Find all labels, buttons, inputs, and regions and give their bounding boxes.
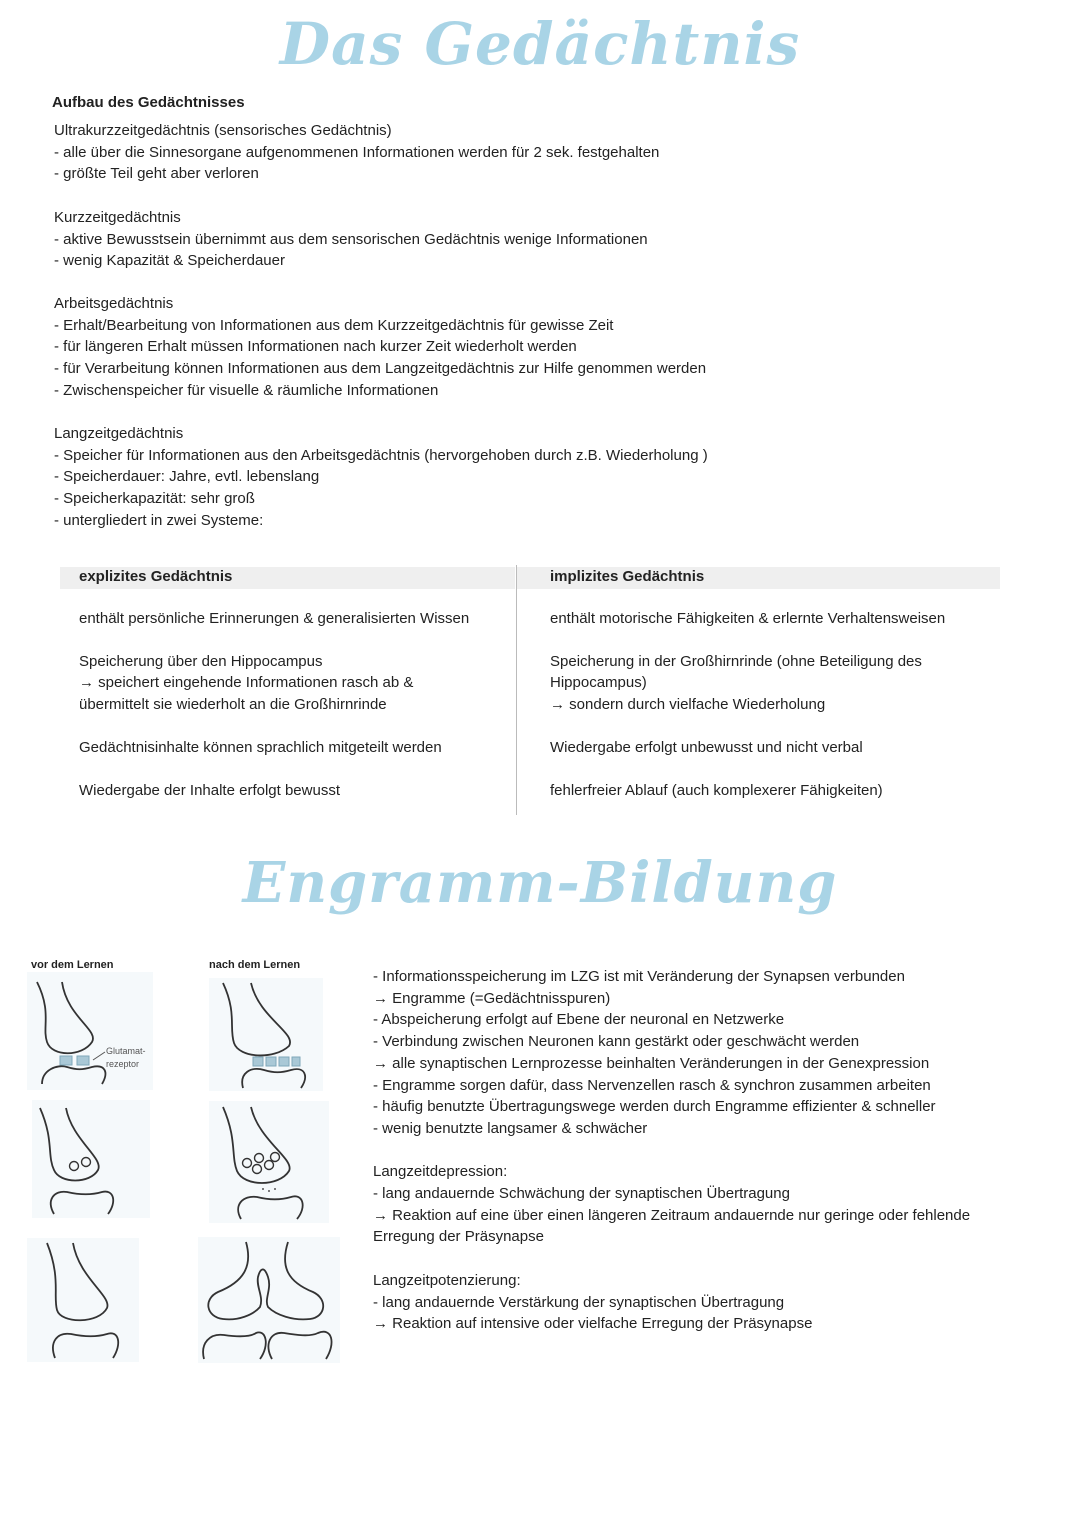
table-cell <box>79 737 509 759</box>
table-cell <box>550 780 995 802</box>
engram-line: → alle synaptischen Lernprozesse beinhalten Veränderungen in der Genexpression <box>373 1054 930 1072</box>
engram-line: - Engramme sorgen dafür, dass Nervenzellen rasch & synchron zusammen arbeiten <box>373 1076 931 1094</box>
engram-line: - Verbindung zwischen Neuronen kann gestärkt oder geschwächt werden <box>373 1033 860 1051</box>
ltd-line: - lang andauernde Schwächung der synaptischen Übertragung <box>373 1185 790 1203</box>
engram-notes <box>373 966 1033 1335</box>
ltp-line: → Reaktion auf intensive oder vielfache Erregung der Präsynapse <box>373 1315 813 1333</box>
cell-line: fehlerfreier Ablauf (auch komplexerer Fähigkeiten) <box>550 781 883 799</box>
kzg-line: - aktive Bewusstsein übernimmt aus dem sensorischen Gedächtnis wenige Informationen <box>54 230 648 248</box>
implicit-header: implizites Gedächtnis <box>550 568 705 585</box>
agd-line: - Erhalt/Bearbeitung von Informationen aus dem Kurzzeitgedächtnis für gewisse Zeit <box>54 316 614 334</box>
cell-line: → speichert eingehende Informationen rasch ab & <box>79 674 414 692</box>
cell-line: Speicherung über den Hippocampus <box>79 652 323 670</box>
receptor-label: Glutamat- <box>106 1046 146 1056</box>
lzg-line: - Speicherdauer: Jahre, evtl. lebenslang <box>54 468 320 486</box>
page-title: Das Gedächtnis <box>279 10 801 78</box>
section-heading: Aufbau des Gedächtnisses <box>52 94 245 111</box>
synapse-illustration <box>32 1100 150 1218</box>
lzg-heading: Langzeitgedächtnis <box>54 425 184 442</box>
implicit-column <box>550 565 995 801</box>
lzg-line: - untergliedert in zwei Systeme: <box>54 511 264 529</box>
agd-heading: Arbeitsgedächtnis <box>54 295 174 312</box>
synapse-before-receptors <box>27 972 153 1090</box>
label-before-learning: vor dem Lernen <box>31 959 114 971</box>
table-divider <box>516 565 517 815</box>
synapse-illustration <box>209 978 323 1091</box>
ukzg-line: - alle über die Sinnesorgane aufgenommenen Informationen werden für 2 sek. festgehalten <box>54 143 660 161</box>
ukzg-block <box>54 120 659 185</box>
cell-line: Hippocampus) <box>550 674 647 692</box>
ltd-line: → Reaktion auf eine über einen längeren Zeitraum andauernde nur geringe oder fehlende Erregung der Präsynapse <box>373 1206 971 1246</box>
engram-line: - Abspeicherung erfolgt auf Ebene der neuronal en Netzwerke <box>373 1011 785 1029</box>
synapse-illustration <box>198 1237 340 1363</box>
engram-line: - häufig benutzte Übertragungswege werden durch Engramme effizienter & schneller <box>373 1098 936 1116</box>
section-title-engram: Engramm-Bildung <box>242 850 838 916</box>
synapse-illustration <box>209 1101 329 1223</box>
agd-block <box>54 293 706 402</box>
memory-comparison-table <box>60 565 1000 815</box>
agd-line: - für längeren Erhalt müssen Informationen nach kurzer Zeit wiederholt werden <box>54 338 577 356</box>
cell-line: enthält persönliche Erinnerungen & generalisierten Wissen <box>79 610 470 627</box>
cell-line: übermittelt sie wiederholt an die Großhirnrinde <box>79 696 387 714</box>
table-cell <box>79 651 509 716</box>
cell-line: → sondern durch vielfache Wiederholung <box>550 696 826 714</box>
engram-line: - Informationsspeicherung im LZG ist mit Veränderung der Synapsen verbunden <box>373 968 905 985</box>
ukzg-heading: Ultrakurzzeitgedächtnis (sensorisches Gedächtnis) <box>54 122 392 139</box>
ltd-heading: Langzeitdepression: <box>373 1163 508 1181</box>
synapse-before-vesicles <box>32 1100 150 1218</box>
engram-line: - wenig benutzte langsamer & schwächer <box>373 1119 648 1137</box>
synapse-illustration <box>27 972 153 1090</box>
synapse-illustration <box>27 1238 139 1362</box>
table-cell <box>550 737 995 759</box>
cell-line: Wiedergabe der Inhalte erfolgt bewusst <box>79 781 340 799</box>
table-cell <box>550 651 995 716</box>
explicit-column <box>79 565 509 801</box>
ltp-line: - lang andauernde Verstärkung der synaptischen Übertragung <box>373 1293 785 1311</box>
ukzg-line: - größte Teil geht aber verloren <box>54 165 259 183</box>
synapse-after-receptors <box>209 978 323 1091</box>
synapse-after-split <box>198 1237 340 1363</box>
cell-line: Speicherung in der Großhirnrinde (ohne Beteiligung des <box>550 652 922 670</box>
synapse-before-single <box>27 1238 139 1362</box>
cell-line: Gedächtnisinhalte können sprachlich mitgeteilt werden <box>79 738 442 756</box>
kzg-heading: Kurzzeitgedächtnis <box>54 209 181 226</box>
kzg-block <box>54 207 648 272</box>
agd-line: - für Verarbeitung können Informationen aus dem Langzeitgedächtnis zur Hilfe genommen werden <box>54 360 707 378</box>
synapse-after-vesicles <box>209 1101 329 1223</box>
table-cell <box>79 780 509 802</box>
lzg-line: - Speicher für Informationen aus den Arbeitsgedächtnis (hervorgehoben durch z.B. Wiederholung ) <box>54 446 708 464</box>
lzg-block <box>54 423 708 532</box>
receptor-label: rezeptor <box>106 1059 140 1069</box>
table-cell <box>550 608 995 630</box>
ltp-heading: Langzeitpotenzierung: <box>373 1271 521 1289</box>
label-after-learning: nach dem Lernen <box>209 959 301 971</box>
agd-line: - Zwischenspeicher für visuelle & räumliche Informationen <box>54 381 439 399</box>
kzg-line: - wenig Kapazität & Speicherdauer <box>54 252 285 270</box>
lzg-line: - Speicherkapazität: sehr groß <box>54 490 255 508</box>
explicit-header: explizites Gedächtnis <box>79 568 233 585</box>
cell-line: Wiedergabe erfolgt unbewusst und nicht verbal <box>550 738 863 756</box>
engram-line: → Engramme (=Gedächtnisspuren) <box>373 989 611 1007</box>
table-cell <box>79 608 509 630</box>
cell-line: enthält motorische Fähigkeiten & erlernte Verhaltensweisen <box>550 610 946 627</box>
